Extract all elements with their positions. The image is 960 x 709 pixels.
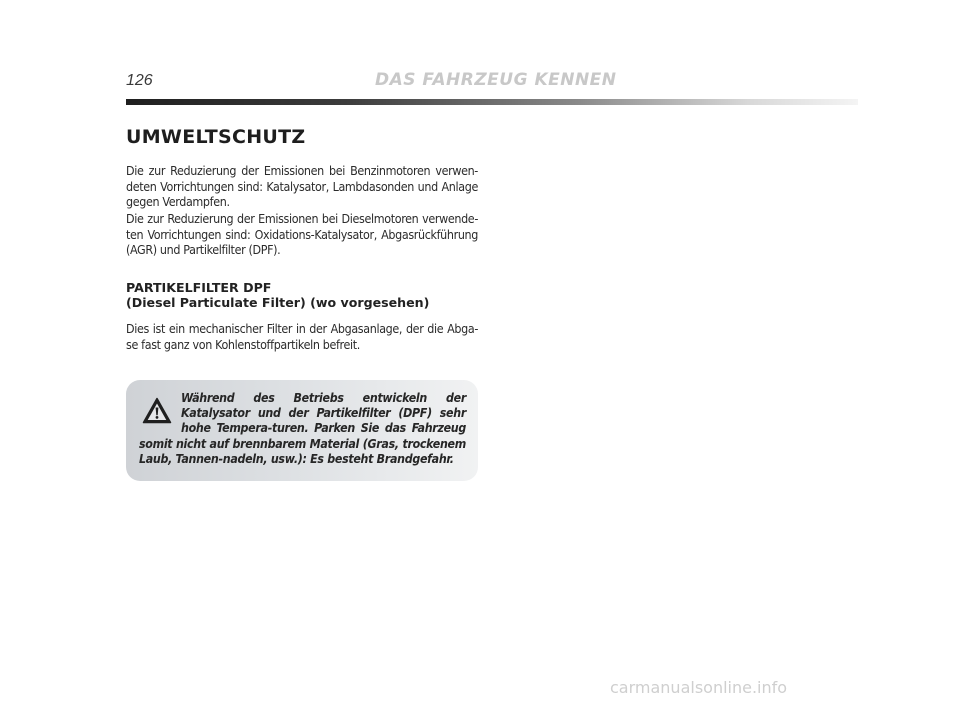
subsection-heading-line-1: PARTIKELFILTER DPF [126,280,272,295]
section-paragraph-petrol: Die zur Reduzierung der Emissionen bei Benzinmotoren verwen-deten Vorrichtungen sind: Katalysator, Lambdasonden und Anlage gegen Verdampfen. [126,163,478,209]
subsection-heading [126,280,429,310]
section-paragraph-diesel: Die zur Reduzierung der Emissionen bei Dieselmotoren verwende-ten Vorrichtungen sind: Oxidations-Katalysator, Abgasrückführung (AGR) und Partikelfilter (DPF). [126,211,478,257]
warning-box [126,380,478,481]
subsection-heading-line-2: (Diesel Particulate Filter) (wo vorgesehen) [126,295,430,310]
chapter-title: DAS FAHRZEUG KENNEN [375,70,617,90]
watermark: carmanualsonline.info [610,678,788,697]
warning-text: Während des Betriebs entwickeln der Katalysator und der Partikelfilter (DPF) sehr hohe Tempera-turen. Parken Sie das Fahrzeug somit nicht auf brennbarem Material (Gras, trockenem Laub, Tannen-nadeln, usw.): Es besteht Brandgefahr. [139,391,466,466]
subsection-paragraph: Dies ist ein mechanischer Filter in der Abgasanlage, der die Abga-se fast ganz von Kohlenstoffpartikeln befreit. [126,321,478,352]
header-rule [126,99,858,105]
page-number: 126 [126,72,153,89]
section-title: UMWELTSCHUTZ [126,126,306,148]
